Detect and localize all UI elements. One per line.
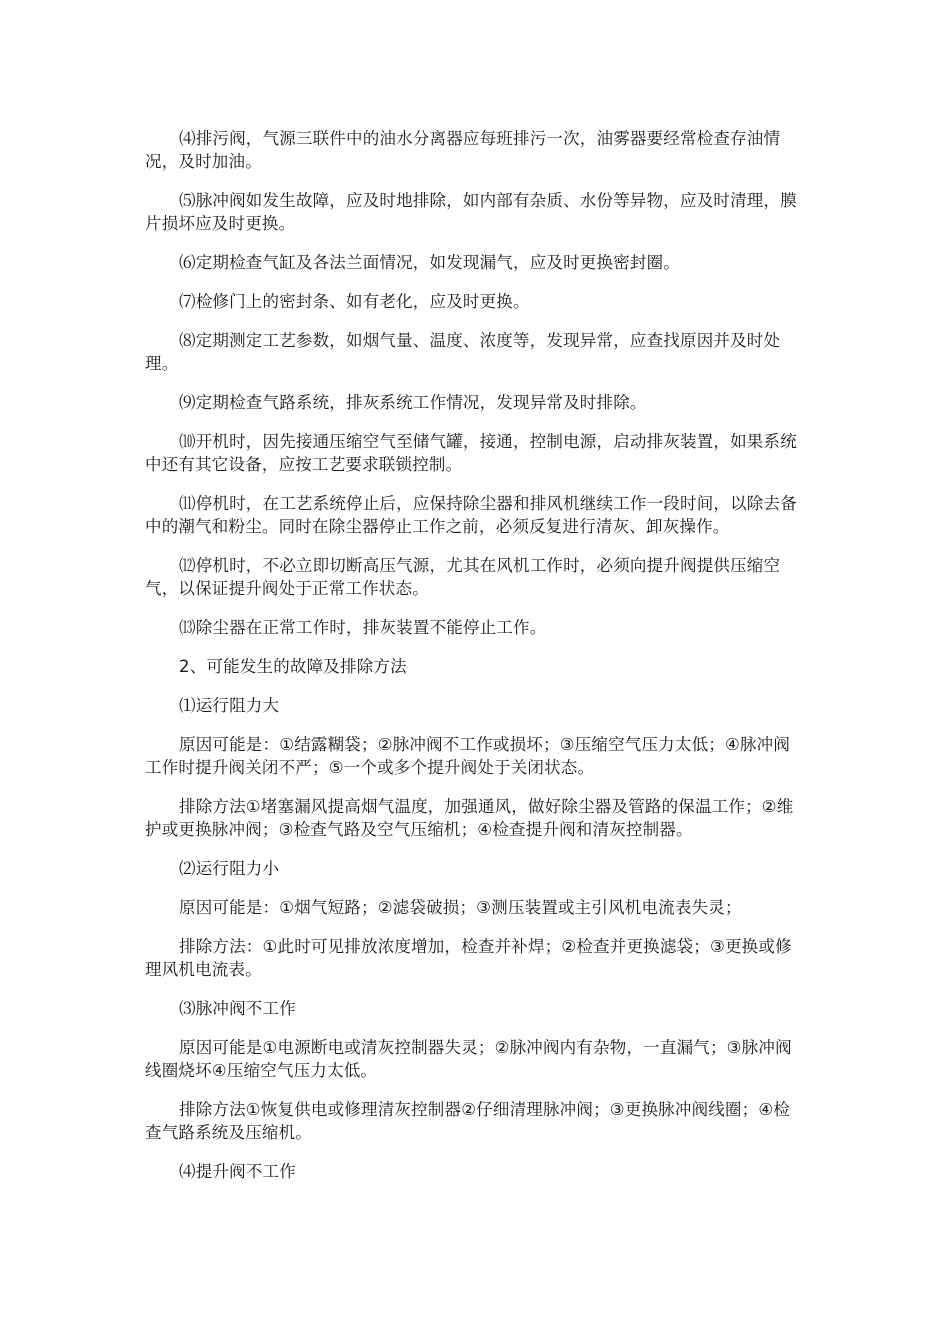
paragraph: 排除方法①恢复供电或修理清灰控制器②仔细清理脉冲阀；③更换脉冲阀线圈；④检查气路系统及压缩机。	[145, 1100, 791, 1142]
subsection-heading: ⑶脉冲阀不工作	[179, 999, 296, 1018]
paragraph: ⑽开机时，因先接通压缩空气至储气罐，接通，控制电源，启动排灰装置，如果系统中还有其它设备，应按工艺要求联锁控制。	[145, 432, 797, 474]
paragraph: 排除方法：①此时可见排放浓度增加，检查并补焊；②检查并更换滤袋；③更换或修理风机电流表。	[145, 937, 792, 979]
paragraph: ⑸脉冲阀如发生故障，应及时地排除，如内部有杂质、水份等异物，应及时清理，膜片损坏应及时更换。	[145, 191, 797, 233]
paragraph: ⑹定期检查气缸及各法兰面情况，如发现漏气，应及时更换密封圈。	[179, 253, 680, 272]
paragraph: ⑼定期检查气路系统，排灰系统工作情况，发现异常及时排除。	[179, 393, 647, 412]
paragraph: ⑾停机时，在工艺系统停止后，应保持除尘器和排风机继续工作一段时间，以除去备中的潮气和粉尘。同时在除尘器停止工作之前，必须反复进行清灰、卸灰操作。	[145, 494, 797, 536]
subsection-heading: ⑷提升阀不工作	[179, 1162, 296, 1181]
document-body	[145, 127, 805, 1199]
section-heading: 2、可能发生的故障及排除方法	[179, 657, 407, 676]
paragraph: ⑿停机时，不必立即切断高压气源，尤其在风机工作时，必须向提升阀提供压缩空气，以保证提升阀处于正常工作状态。	[145, 556, 781, 598]
paragraph: ⒀除尘器在正常工作时，排灰装置不能停止工作。	[179, 618, 547, 637]
subsection-heading: ⑴运行阻力大	[179, 696, 280, 715]
paragraph: ⑻定期测定工艺参数，如烟气量、温度、浓度等，发现异常，应查找原因并及时处理。	[145, 331, 781, 373]
paragraph: 原因可能是：①烟气短路；②滤袋破损；③测压装置或主引风机电流表失灵；	[179, 898, 742, 917]
subsection-heading: ⑵运行阻力小	[179, 859, 280, 878]
paragraph: 原因可能是①电源断电或清灰控制器失灵；②脉冲阀内有杂物，一直漏气；③脉冲阀线圈烧坏④压缩空气压力太低。	[145, 1038, 792, 1080]
paragraph: ⑺检修门上的密封条、如有老化，应及时更换。	[179, 292, 530, 311]
paragraph: 排除方法①堵塞漏风提高烟气温度，加强通风，做好除尘器及管路的保温工作；②维护或更换脉冲阀；③检查气路及空气压缩机；④检查提升阀和清灰控制器。	[145, 797, 794, 839]
paragraph: 原因可能是：①结露糊袋；②脉冲阀不工作或损坏；③压缩空气压力太低；④脉冲阀工作时提升阀关闭不严；⑤一个或多个提升阀处于关闭状态。	[145, 735, 791, 777]
paragraph: ⑷排污阀，气源三联件中的油水分离器应每班排污一次，油雾器要经常检查存油情况，及时加油。	[145, 129, 781, 171]
